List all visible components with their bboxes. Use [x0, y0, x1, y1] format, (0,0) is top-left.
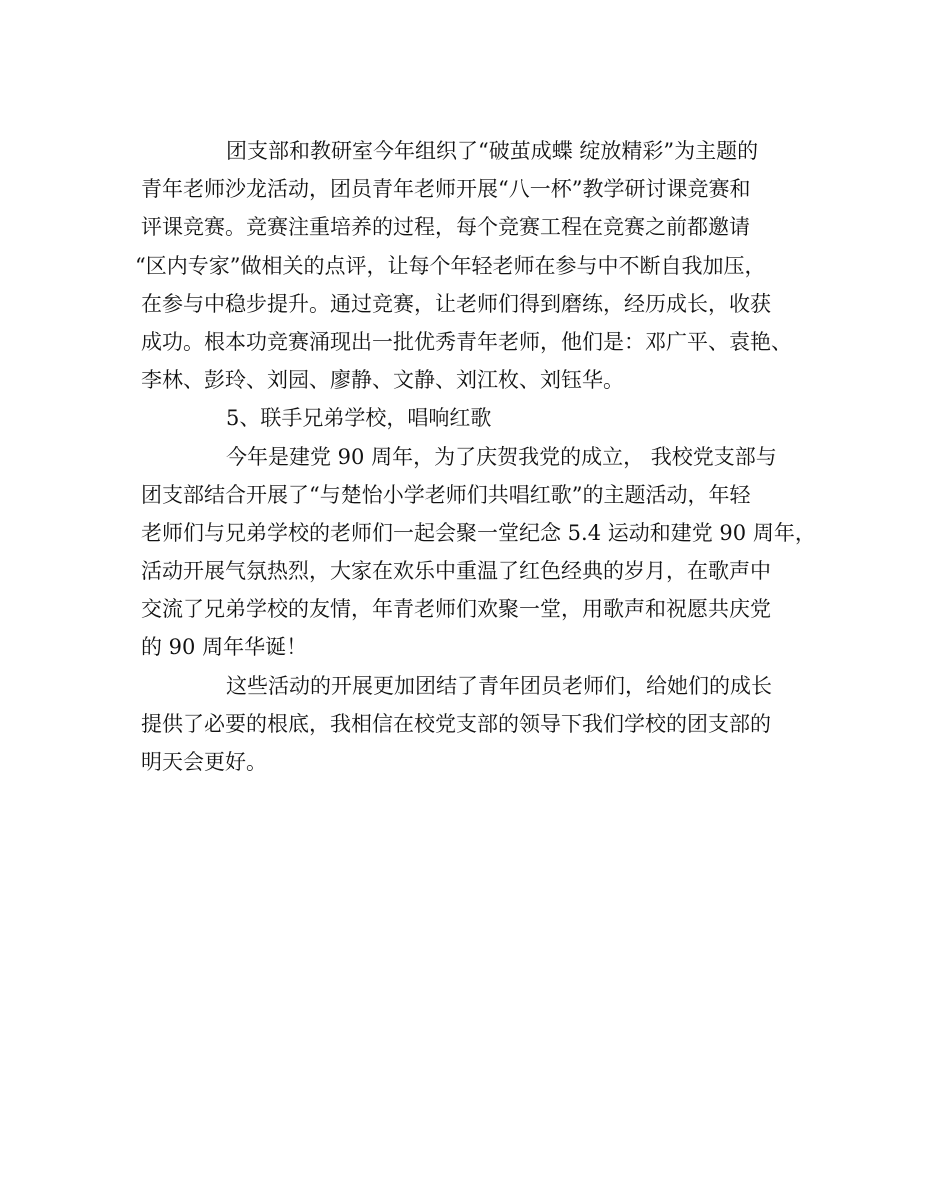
- paragraph-line: 活动开展气氛热烈，大家在欢乐中重温了红色经典的岁月，在歌声中: [141, 559, 771, 584]
- paragraph-line: 评课竞赛。竞赛注重培养的过程，每个竞赛工程在竞赛之前都邀请: [141, 215, 750, 240]
- paragraph-line: 成功。根本功竞赛涌现出一批优秀青年老师，他们是：邓广平、袁艳、: [141, 329, 792, 354]
- paragraph-line: 李林、彭玲、刘园、廖静、文静、刘江枚、刘钰华。: [141, 368, 624, 393]
- paragraph-line: 今年是建党 90 周年，为了庆贺我党的成立， 我校党支部与: [226, 444, 777, 469]
- paragraph-line: 团支部和教研室今年组织了“破茧成蝶 绽放精彩”为主题的: [226, 139, 759, 163]
- paragraph-line: 的 90 周年华诞！: [141, 635, 308, 660]
- paragraph-line: 这些活动的开展更加团结了青年团员老师们，给她们的成长: [226, 673, 772, 698]
- paragraph-line: 青年老师沙龙活动，团员青年老师开展“八一杯”教学研讨课竞赛和: [141, 177, 751, 202]
- paragraph-line: 老师们与兄弟学校的老师们一起会聚一堂纪念 5.4 运动和建党 90 周年，: [141, 520, 816, 545]
- document-body: [135, 132, 821, 781]
- paragraph-line: 团支部结合开展了“与楚怡小学老师们共唱红歌”的主题活动，年轻: [141, 482, 751, 507]
- paragraph-line: 提供了必要的根底，我相信在校党支部的领导下我们学校的团支部的: [141, 711, 771, 736]
- paragraph-line: 交流了兄弟学校的友情，年青老师们欢聚一堂，用歌声和祝愿共庆党: [141, 597, 771, 622]
- paragraph-line: 明天会更好。: [141, 750, 267, 774]
- section-heading: 5、联手兄弟学校，唱响红歌: [226, 406, 492, 431]
- paragraph-line: 在参与中稳步提升。通过竞赛，让老师们得到磨练，经历成长，收获: [141, 291, 771, 316]
- paragraph-line: “区内专家”做相关的点评，让每个年轻老师在参与中不断自我加压，: [135, 253, 766, 278]
